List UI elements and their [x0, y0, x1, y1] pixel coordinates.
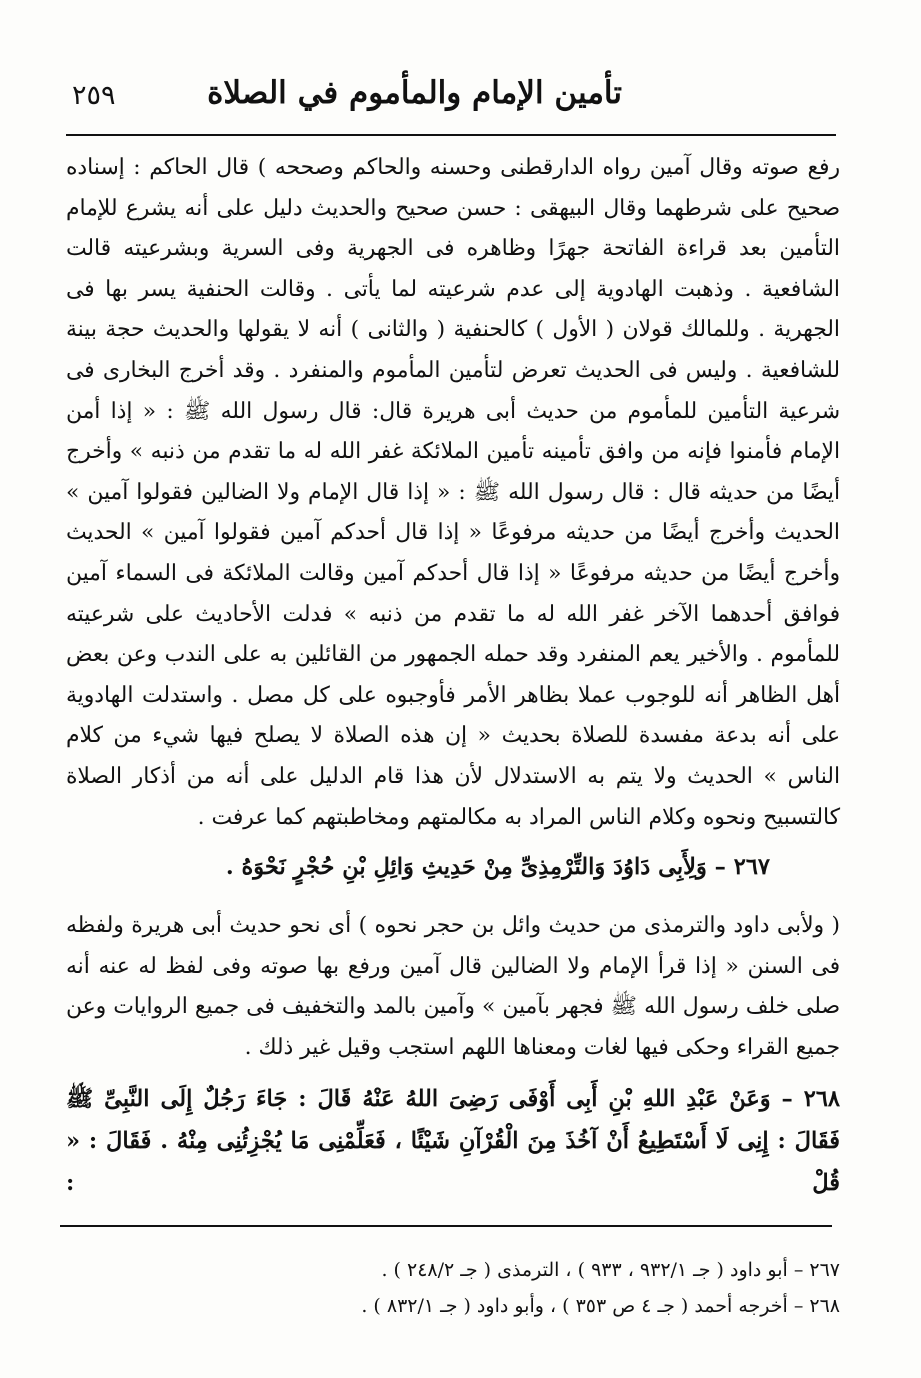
page-header — [62, 70, 832, 128]
page-number: ٢٥٩ — [72, 80, 116, 111]
footnote-268: ٢٦٨ – أخرجه أحمد ( جـ ٤ ص ٣٥٣ ) ، وأبو داود ( جـ ٨٣٢/١ ) . — [361, 1295, 840, 1317]
commentary-paragraph-2: ( ولأبى داود والترمذى من حديث وائل بن حجر نحوه ) أى نحو حديث أبى هريرة ولفظه فى السنن « إذا قرأ الإمام ولا الضالين قال آمين ورفع بها صوته وفى لفظ له عنه أنه صلى خلف رسول الله ﷺ فجهر بآمين » وآمين بالمد والتخفيف فى جميع الروايات وعن جميع القراء وحكى فيها لغات ومعناها اللهم استجب وقيل غير ذلك . — [66, 913, 840, 1060]
header-rule — [66, 134, 836, 136]
commentary-paragraph-1: رفع صوته وقال آمين رواه الدارقطنى وحسنه والحاكم وصححه ) قال الحاكم : إسناده صحيح على شرطهما وقال البيهقى : حسن صحيح والحديث دليل على أنه يشرع للإمام التأمين بعد قراءة الفاتحة جهرًا وظاهره فى الجهرية وفى السرية وبشرعيته قالت الشافعية . وذهبت الهادوية إلى عدم شرعيته لما يأتى . وقالت الحنفية يسر بها فى الجهرية . وللمالك قولان ( الأول ) كالحنفية ( والثانى ) أنه لا يقولها والحديث حجة بينة للشافعية . وليس فى الحديث تعرض لتأمين المأموم والمنفرد . وقد أخرج البخارى فى شرعية التأمين للمأموم من حديث أبى هريرة قال: قال رسول الله ﷺ : « إذا أمن الإمام فأمنوا فإنه من وافق تأمينه تأمين الملائكة غفر الله له ما تقدم من ذنبه » وأخرج أيضًا من حديثه قال : قال رسول الله ﷺ : « إذا قال الإمام ولا الضالين فقولوا آمين » الحديث وأخرج أيضًا من حديثه مرفوعًا « إذا قال أحدكم آمين فقولوا آمين » الحديث وأخرج أيضًا من حديثه مرفوعًا « إذا قال أحدكم آمين وقالت الملائكة فى السماء آمين فوافق أحدهما الآخر غفر الله له ما تقدم من ذنبه » فدلت الأحاديث على شرعيته للمأموم . والأخير يعم المنفرد وقد حمله الجمهور من القائلين به على الندب وعن بعض أهل الظاهر أنه للوجوب عملا بظاهر الأمر فأوجبوه على كل مصل . واستدلت الهادوية على أنه بدعة مفسدة للصلاة بحديث « إن هذه الصلاة لا يصلح فيها شيء من كلام الناس » الحديث ولا يتم به الاستدلال لأن هذا قام الدليل على أنه من أذكار الصلاة كالتسبيح ونحوه وكلام الناس المراد به مكالمتهم ومخاطبتهم كما عرفت . — [66, 155, 840, 830]
footnote-rule — [60, 1225, 832, 1227]
running-title: تأمين الإمام والمأموم في الصلاة — [207, 75, 622, 111]
main-text — [66, 148, 840, 1204]
hadith-267: ٢٦٧ – وَلِأَبِى دَاوُدَ وَالتِّرْمِذِىِّ مِنْ حَدِيثِ وَائِلِ بْنِ حُجْرٍ نَحْوَهُ . — [225, 854, 770, 881]
hadith-268: ٢٦٨ – وَعَنْ عَبْدِ اللهِ بْنِ أَبِى أَوْفَى رَضِىَ اللهُ عَنْهُ قَالَ : جَاءَ رَجُلٌ إِلَى النَّبِىِّ ﷺ فَقَالَ : إِنِى لَا أَسْتَطِيعُ أَنْ آخُذَ مِنَ الْقُرْآنِ شَيْئًا ، فَعَلِّمْنِى مَا يُجْزِئُنِى مِنْهُ . فَقَالَ : « قُلْ : — [66, 1086, 840, 1197]
footnotes — [66, 1252, 840, 1324]
footnote-267: ٢٦٧ – أبو داود ( جـ ٩٣٢/١ ، ٩٣٣ ) ، الترمذى ( جـ ٢٤٨/٢ ) . — [381, 1259, 840, 1281]
